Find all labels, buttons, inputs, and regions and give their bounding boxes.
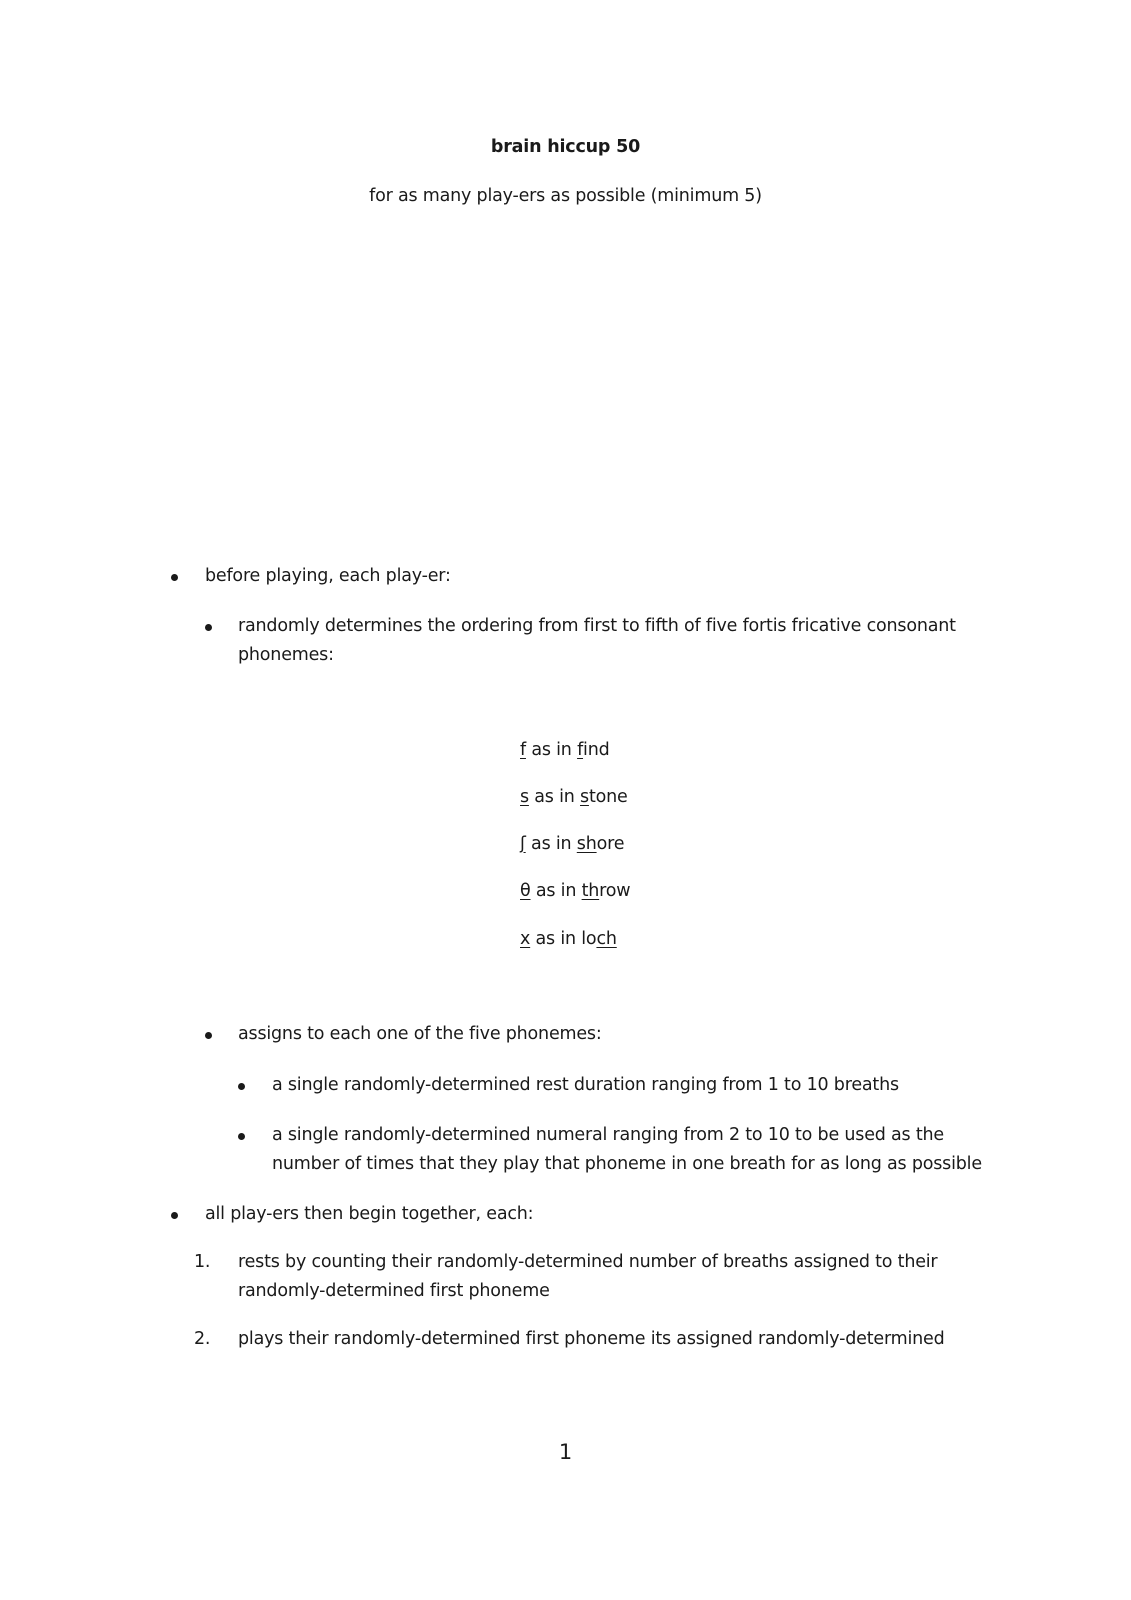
- phoneme-example-post: ind: [583, 740, 610, 760]
- phoneme-sep: as in: [525, 740, 578, 760]
- phoneme-item: [520, 925, 617, 954]
- bullet-icon: [171, 1212, 178, 1219]
- phoneme-item: [520, 783, 628, 812]
- list-item-rest-duration: a single randomly-determined rest duration ranging from 1 to 10 breaths: [272, 1075, 899, 1095]
- list-item-randomly-determines: [238, 612, 956, 670]
- step-item: [238, 1325, 945, 1354]
- list-item-assigns: assigns to each one of the five phonemes:: [238, 1024, 602, 1044]
- phoneme-symbol: f: [520, 740, 526, 760]
- phoneme-symbol: s: [520, 787, 529, 807]
- bullet-icon: [238, 1133, 245, 1140]
- phoneme-example-post: row: [599, 881, 631, 901]
- step-number: 2.: [194, 1329, 211, 1349]
- list-item-line: a single randomly-determined numeral ranging from 2 to 10 to be used as the: [272, 1125, 944, 1145]
- phoneme-example-underlined: s: [580, 787, 589, 807]
- list-item-before-playing: before playing, each play-er:: [205, 566, 451, 586]
- step-line: rests by counting their randomly-determined number of breaths assigned to their: [238, 1252, 938, 1272]
- phoneme-item: [520, 877, 630, 906]
- phoneme-item: [520, 736, 610, 765]
- phoneme-sep: as in: [525, 834, 577, 854]
- page-subtitle: for as many play-ers as possible (minimum 5): [369, 186, 762, 206]
- phoneme-sep: as in: [528, 787, 581, 807]
- step-item: [238, 1248, 937, 1306]
- phoneme-example-pre: lo: [581, 929, 597, 949]
- step-number: 1.: [194, 1252, 211, 1272]
- list-item-line: randomly determines the ordering from first to fifth of five fortis fricative consonant: [238, 616, 956, 636]
- phoneme-symbol: ʃ: [520, 834, 526, 854]
- phoneme-sep: as in: [530, 929, 582, 949]
- list-item-line: phonemes:: [238, 645, 334, 665]
- phoneme-sep: as in: [530, 881, 582, 901]
- phoneme-example-underlined: sh: [576, 834, 597, 854]
- phoneme-example-underlined: ch: [596, 929, 617, 949]
- phoneme-symbol: x: [520, 929, 531, 949]
- phoneme-example-post: ore: [596, 834, 625, 854]
- page-title: brain hiccup 50: [490, 137, 641, 157]
- step-line: plays their randomly-determined first phoneme its assigned randomly-determined: [238, 1329, 945, 1349]
- step-line: randomly-determined first phoneme: [238, 1281, 550, 1301]
- phoneme-example-underlined: th: [581, 881, 600, 901]
- phoneme-symbol: θ: [520, 881, 531, 901]
- bullet-icon: [205, 624, 212, 631]
- bullet-icon: [171, 574, 178, 581]
- phoneme-example-underlined: f: [577, 740, 584, 760]
- bullet-icon: [205, 1032, 212, 1039]
- page-number: 1: [558, 1440, 573, 1464]
- bullet-icon: [238, 1083, 245, 1090]
- list-item-numeral: [272, 1121, 982, 1179]
- list-item-all-begin: all play-ers then begin together, each:: [205, 1204, 534, 1224]
- list-item-line: number of times that they play that phoneme in one breath for as long as possible: [272, 1154, 982, 1174]
- phoneme-example-post: tone: [588, 787, 628, 807]
- phoneme-item: [520, 830, 624, 859]
